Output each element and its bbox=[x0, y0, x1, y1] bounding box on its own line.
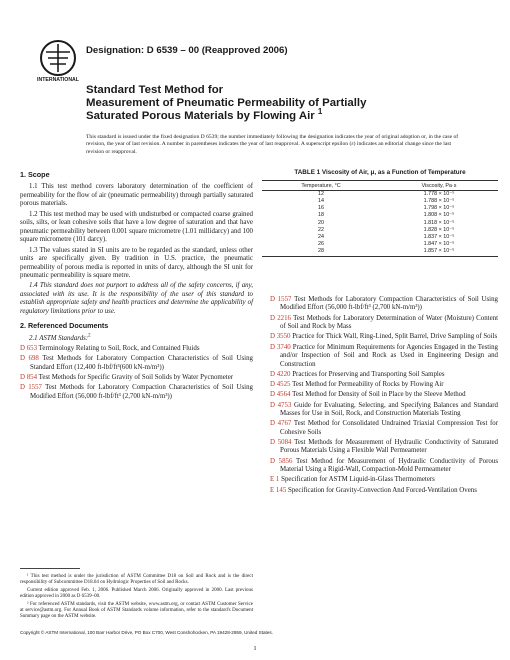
scope-1-2: 1.2 This test method may be used with undisturbed or compacted coarse grained soils, silts, or lean cohesive soils that have a low degree of saturation and that have pneumatic permeability between 0.001 square micrometre (1.01 millidarcy) and 100 square micrometre (101 darcy). bbox=[20, 210, 253, 244]
issued-note: This standard is issued under the fixed designation D 6539; the number immediately following the designation indicates the year of original adoption or, in the case of revision, the year of last revision. A number in parentheses indicates the year of last reapproval. A superscript epsilon (ε) indicates an editorial change since the last revision or reapproval. bbox=[86, 134, 459, 155]
temperature-cell: 18 bbox=[318, 212, 324, 219]
viscosity-cell: 1.857 × 10⁻⁵ bbox=[380, 248, 498, 256]
reference-item bbox=[270, 402, 498, 419]
reference-code-link[interactable]: D 5084 bbox=[270, 438, 292, 446]
reference-item bbox=[270, 344, 498, 369]
footnote-1b: Current edition approved Feb. 1, 2006. Published March 2006. Originally approved in 2000. Last previous edition approved in 2000 as D 6539–00. bbox=[20, 587, 253, 600]
scope-1-4: 1.4 This standard does not purport to address all of the safety concerns, if any, associated with its use. It is the responsibility of the user of this standard to establish appropriate safety and health practices and determine the applicability of regulatory limitations prior to use. bbox=[20, 282, 253, 315]
table-row bbox=[262, 198, 498, 205]
astm-standards-label: 2.1 ASTM Standards:$^2$ bbox=[29, 333, 91, 342]
reference-title: Specification for ASTM Liquid-in-Glass Thermometers bbox=[281, 476, 435, 484]
footnote-2: ² For referenced ASTM standards, visit the ASTM website, www.astm.org, or contact ASTM Customer Service at service@astm.org. For Annual Book of ASTM Standards volume information, refer to the standard's Document Summary page on the ASTM website. bbox=[20, 601, 253, 620]
reference-code-link[interactable]: D 4220 bbox=[270, 370, 291, 378]
reference-code-link[interactable]: D 2216 bbox=[270, 314, 291, 322]
reference-title: Test Method for Measurement of Hydraulic Conductivity of Porous Material Using a Rigid-Wall, Compaction-Mold Permeameter bbox=[280, 457, 498, 474]
designation: Designation: D 6539 – 00 (Reapproved 2006) bbox=[86, 45, 288, 56]
viscosity-cell: 1.778 × 10⁻⁵ bbox=[423, 191, 455, 198]
reference-code-link[interactable]: D 4525 bbox=[270, 381, 291, 389]
reference-item bbox=[20, 384, 253, 401]
scope-heading: 1. Scope bbox=[20, 170, 50, 179]
table-row bbox=[262, 191, 498, 199]
reference-title: Terminology Relating to Soil, Rock, and Contained Fluids bbox=[38, 345, 200, 353]
logo-text: INTERNATIONAL bbox=[37, 77, 79, 82]
table-row bbox=[262, 212, 498, 219]
left-reference-list bbox=[20, 345, 253, 401]
reference-item bbox=[20, 355, 253, 372]
temperature-cell: 14 bbox=[318, 198, 324, 205]
reference-item bbox=[270, 487, 498, 495]
reference-title: Practices for Preserving and Transporting Soil Samples bbox=[292, 370, 445, 378]
footnote-1: ¹ This test method is under the jurisdiction of ASTM Committee D18 on Soil and Rock and is the direct responsibility of Subcommittee D18.04 on Hydrologic Properties of Soil and Rocks. bbox=[20, 574, 253, 586]
viscosity-cell: 1.828 × 10⁻⁵ bbox=[423, 226, 455, 233]
reference-code-link[interactable]: D 3740 bbox=[270, 343, 291, 351]
reference-item bbox=[20, 374, 253, 382]
right-column bbox=[270, 296, 498, 497]
temperature-cell: 12 bbox=[318, 191, 324, 198]
reference-code-link[interactable]: E 145 bbox=[270, 486, 287, 494]
viscosity-cell: 1.798 × 10⁻⁵ bbox=[423, 205, 455, 212]
right-reference-list bbox=[270, 296, 498, 495]
viscosity-table bbox=[262, 180, 498, 257]
page-number: 1 bbox=[253, 645, 257, 652]
viscosity-cell: 1.818 × 10⁻⁵ bbox=[423, 219, 455, 226]
col-header-viscosity: Viscosity, Pa·s bbox=[380, 181, 498, 191]
reference-item bbox=[270, 381, 498, 389]
reference-title: Test Method for Density of Soil in Place by the Sleeve Method bbox=[292, 391, 466, 399]
viscosity-cell: 1.788 × 10⁻⁵ bbox=[423, 198, 455, 205]
reference-title: Test Methods for Laboratory Compaction Characteristics of Soil Using Modified Effort (56,000 ft-lbf/ft³ (2,700 kN-m/m³)) bbox=[30, 384, 253, 400]
reference-item bbox=[270, 476, 498, 484]
reference-title: Test Method for Permeability of Rocks by Flowing Air bbox=[292, 381, 444, 389]
footnotes bbox=[20, 574, 253, 622]
temperature-cell: 26 bbox=[318, 240, 324, 247]
reference-code-link[interactable]: D 4753 bbox=[270, 401, 292, 409]
reference-code-link[interactable]: D 854 bbox=[20, 374, 38, 382]
table-row bbox=[262, 233, 498, 240]
col-header-temperature: Temperature, °C bbox=[262, 181, 380, 191]
reference-item bbox=[270, 458, 498, 475]
title-line-3: Saturated Porous Materials by Flowing Air $^1$ bbox=[86, 107, 323, 122]
reference-title: Test Methods for Laboratory Determination of Water (Moisture) Content of Soil and Rock by Mass bbox=[280, 314, 498, 331]
reference-code-link[interactable]: D 1557 bbox=[20, 384, 42, 392]
table-row bbox=[262, 248, 498, 256]
title-line-1: Standard Test Method for bbox=[86, 84, 224, 96]
reference-item bbox=[270, 315, 498, 332]
reference-item bbox=[270, 296, 498, 313]
reference-title: Practice for Minimum Requirements for Agencies Engaged in the Testing and/or Inspection of Soil and Rock as Used in Engineering Design and Construction bbox=[280, 343, 498, 368]
viscosity-cell: 1.847 × 10⁻⁵ bbox=[423, 240, 455, 247]
reference-item bbox=[270, 391, 498, 399]
reference-code-link[interactable]: D 653 bbox=[20, 345, 38, 353]
referenced-heading: 2. Referenced Documents bbox=[20, 321, 109, 331]
scope-1-1: 1.1 This test method covers laboratory determination of the coefficient of permeability for the flow of air (pneumatic permeability) through partially saturated porous materials. bbox=[20, 183, 253, 208]
copyright-line: Copyright © ASTM International, 100 Barr Harbor Drive, PO Box C700, West Conshohocken, PA 19428-2959, United States. bbox=[20, 630, 273, 635]
astm-logo bbox=[36, 38, 80, 82]
reference-item bbox=[270, 420, 498, 437]
table-row bbox=[262, 219, 498, 226]
left-column bbox=[20, 168, 253, 403]
document-title bbox=[86, 84, 426, 123]
reference-title: Guide for Evaluating, Selecting, and Specifying Balances and Standard Masses for Use in Soil, Rock, and Construction Materials Testing bbox=[280, 401, 498, 418]
reference-title: Specification for Gravity-Convection And Forced-Ventilation Ovens bbox=[288, 486, 477, 494]
table1-title: TABLE 1 Viscosity of Air, μ, as a Function of Temperature bbox=[294, 169, 466, 176]
temperature-cell: 22 bbox=[318, 226, 324, 233]
table-row bbox=[262, 226, 498, 233]
temperature-cell: 28 bbox=[262, 248, 380, 256]
temperature-cell: 16 bbox=[318, 205, 324, 212]
temperature-cell: 20 bbox=[318, 219, 324, 226]
reference-item bbox=[20, 345, 253, 353]
reference-title: Test Methods for Specific Gravity of Soil Solids by Water Pycnometer bbox=[38, 374, 234, 382]
reference-code-link[interactable]: E 1 bbox=[270, 476, 280, 484]
reference-title: Test Methods for Laboratory Compaction Characteristics of Soil Using Modified Effort (56,000 ft-lbf/ft³ (2,700 kN-m/m³)) bbox=[280, 296, 498, 312]
footnote-rule bbox=[20, 568, 80, 569]
title-line-2: Measurement of Pneumatic Permeability of Partially bbox=[86, 97, 367, 109]
reference-item bbox=[270, 333, 498, 341]
reference-title: Practice for Thick Wall, Ring-Lined, Split Barrel, Drive Sampling of Soils bbox=[292, 333, 498, 341]
reference-title: Test Method for Consolidated Undrained Triaxial Compression Test for Cohesive Soils bbox=[280, 420, 499, 436]
table-row bbox=[262, 241, 498, 248]
reference-code-link[interactable]: D 698 bbox=[20, 355, 39, 363]
reference-code-link[interactable]: D 3550 bbox=[270, 333, 291, 341]
reference-code-link[interactable]: D 5856 bbox=[270, 457, 293, 465]
table-row bbox=[262, 205, 498, 212]
reference-item bbox=[270, 371, 498, 379]
reference-code-link[interactable]: D 1557 bbox=[270, 296, 292, 303]
reference-code-link[interactable]: D 4767 bbox=[270, 420, 292, 428]
temperature-cell: 24 bbox=[318, 233, 324, 240]
viscosity-cell: 1.808 × 10⁻⁵ bbox=[423, 212, 455, 219]
scope-1-3: 1.3 The values stated in SI units are to be regarded as the standard, unless other units are specifically given. By tradition in U.S. practice, the pneumatic permeability of porous media is reported in units of darcy, although the SI unit for pneumatic permeability is square metre. bbox=[20, 246, 253, 279]
reference-item bbox=[270, 439, 498, 456]
reference-title: Test Methods for Measurement of Hydraulic Conductivity of Saturated Porous Materials Using a Flexible Wall Permeameter bbox=[280, 438, 499, 455]
viscosity-cell: 1.837 × 10⁻⁵ bbox=[423, 233, 455, 240]
reference-title: Test Methods for Laboratory Compaction Characteristics of Soil Using Standard Effort (12,400 ft-lbf/ft³(600 kN-m/m³)) bbox=[30, 355, 253, 371]
reference-code-link[interactable]: D 4564 bbox=[270, 391, 291, 399]
